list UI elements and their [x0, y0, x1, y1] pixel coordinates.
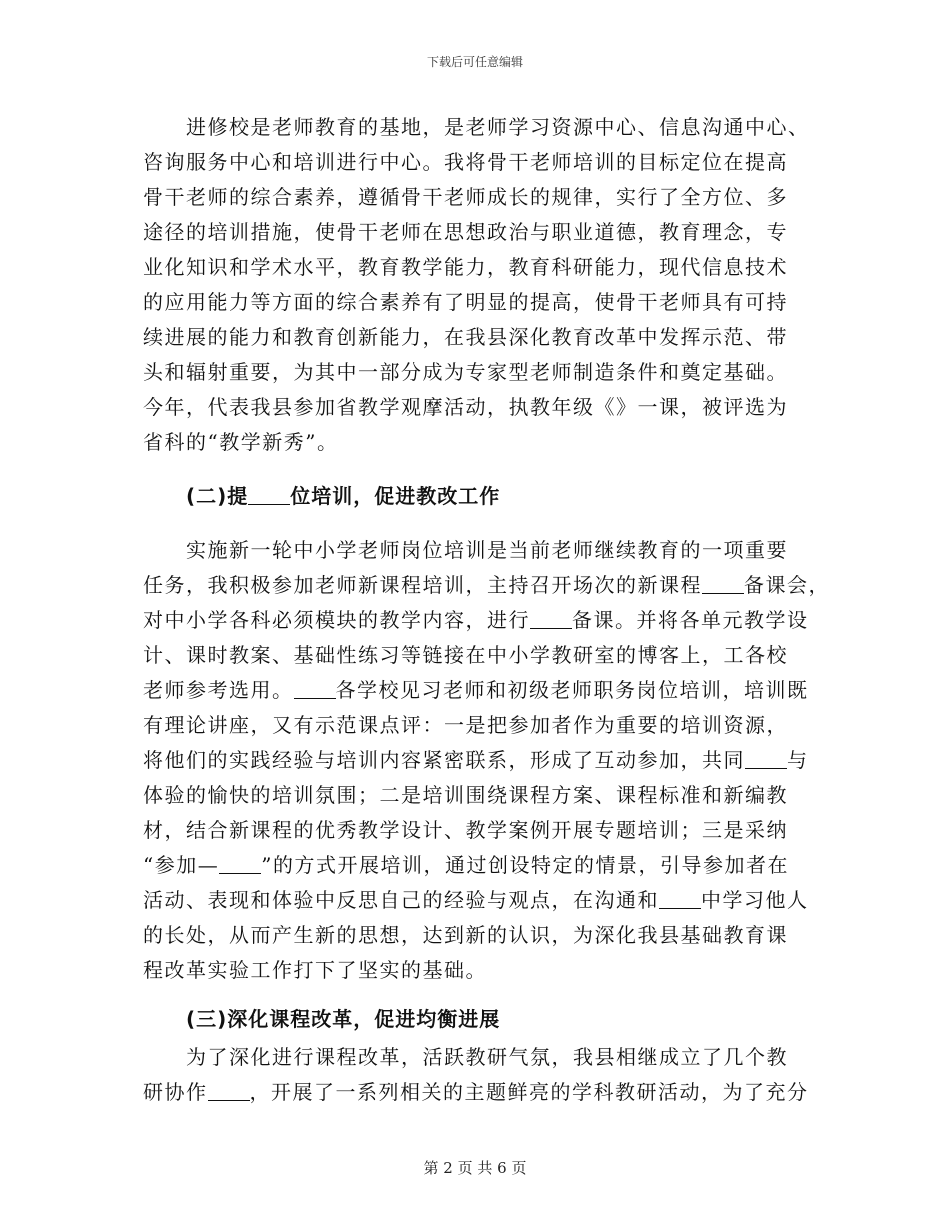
body-line: 对中小学各科必须模块的教学内容，进行 备课。并将各单元教学设 — [143, 608, 809, 632]
body-line: 为了深化进行课程改革，活跃教研气氛，我县相继成立了几个教 — [186, 1045, 788, 1069]
body-line: “参加— ”的方式开展培训，通过创设特定的情景，引导参加者在 — [143, 853, 789, 877]
fill-blank — [219, 853, 261, 874]
body-line: 途径的培训措施，使骨干老师在思想政治与职业道德，教育理念，专 — [143, 220, 788, 244]
body-line: 程改革实验工作打下了坚实的基础。 — [143, 958, 487, 982]
heading-part: (二)提 — [186, 484, 249, 508]
body-line: 研协作 ，开展了一系列相关的主题鲜亮的学科教研活动，为了充分 — [143, 1080, 809, 1104]
page-header: 下载后可任意编辑 — [426, 55, 523, 69]
body-line: 的应用能力等方面的综合素养有了明显的提高，使骨干老师具有可持 — [143, 290, 788, 314]
fill-blank — [248, 484, 290, 505]
body-line: 将他们的实践经验与培训内容紧密联系，形成了互动参加，共同 与 — [143, 748, 809, 772]
body-line: 老师参考选用。 各学校见习老师和初级老师职务岗位培训，培训既 — [143, 678, 809, 702]
body-line: 今年，代表我县参加省教学观摩活动，执教年级《》一课，被评选为 — [143, 395, 788, 419]
fill-blank — [208, 1080, 250, 1101]
fill-blank — [294, 678, 336, 699]
fill-blank — [659, 888, 701, 909]
heading-part: 位培训，促进教改工作 — [290, 484, 501, 508]
body-line: 的长处，从而产生新的思想，达到新的认识，为深化我县基础教育课 — [143, 923, 788, 947]
body-line: 续进展的能力和教育创新能力，在我县深化教育改革中发挥示范、带 — [143, 325, 788, 349]
body-line: 任务，我积极参加老师新课程培训，主持召开场次的新课程 备课会， — [143, 573, 830, 597]
body-line: 材，结合新课程的优秀教学设计、教学案例开展专题培训；三是采纳 — [143, 818, 788, 842]
section-heading — [186, 481, 856, 511]
body-line: 实施新一轮中小学老师岗位培训是当前老师继续教育的一项重要 — [186, 538, 788, 562]
body-line: 省科的“教学新秀”。 — [143, 430, 339, 454]
fill-blank — [702, 573, 744, 594]
body-line: 进修校是老师教育的基地，是老师学习资源中心、信息沟通中心、 — [186, 115, 810, 139]
body-line: 咨询服务中心和培训进行中心。我将骨干老师培训的目标定位在提高 — [143, 150, 788, 174]
section-heading: (三)深化课程改革，促进均衡进展 — [186, 1007, 501, 1031]
body-line: 有理论讲座，又有示范课点评：一是把参加者作为重要的培训资源， — [143, 713, 788, 737]
page-number: 第 2 页 共 6 页 — [423, 1159, 527, 1177]
body-line: 骨干老师的综合素养，遵循骨干老师成长的规律，实行了全方位、多 — [143, 185, 788, 209]
body-line: 活动、表现和体验中反思自己的经验与观点，在沟通和 中学习他人 — [143, 888, 809, 912]
fill-blank — [530, 608, 572, 629]
body-line: 体验的愉快的培训氛围；二是培训围绕课程方案、课程标准和新编教 — [143, 783, 788, 807]
fill-blank — [745, 748, 787, 769]
body-line: 头和辐射重要，为其中一部分成为专家型老师制造条件和奠定基础。 — [143, 360, 788, 384]
body-line: 计、课时教案、基础性练习等链接在中小学教研室的博客上，工各校 — [143, 643, 788, 667]
body-line: 业化知识和学术水平，教育教学能力，教育科研能力，现代信息技术 — [143, 255, 788, 279]
